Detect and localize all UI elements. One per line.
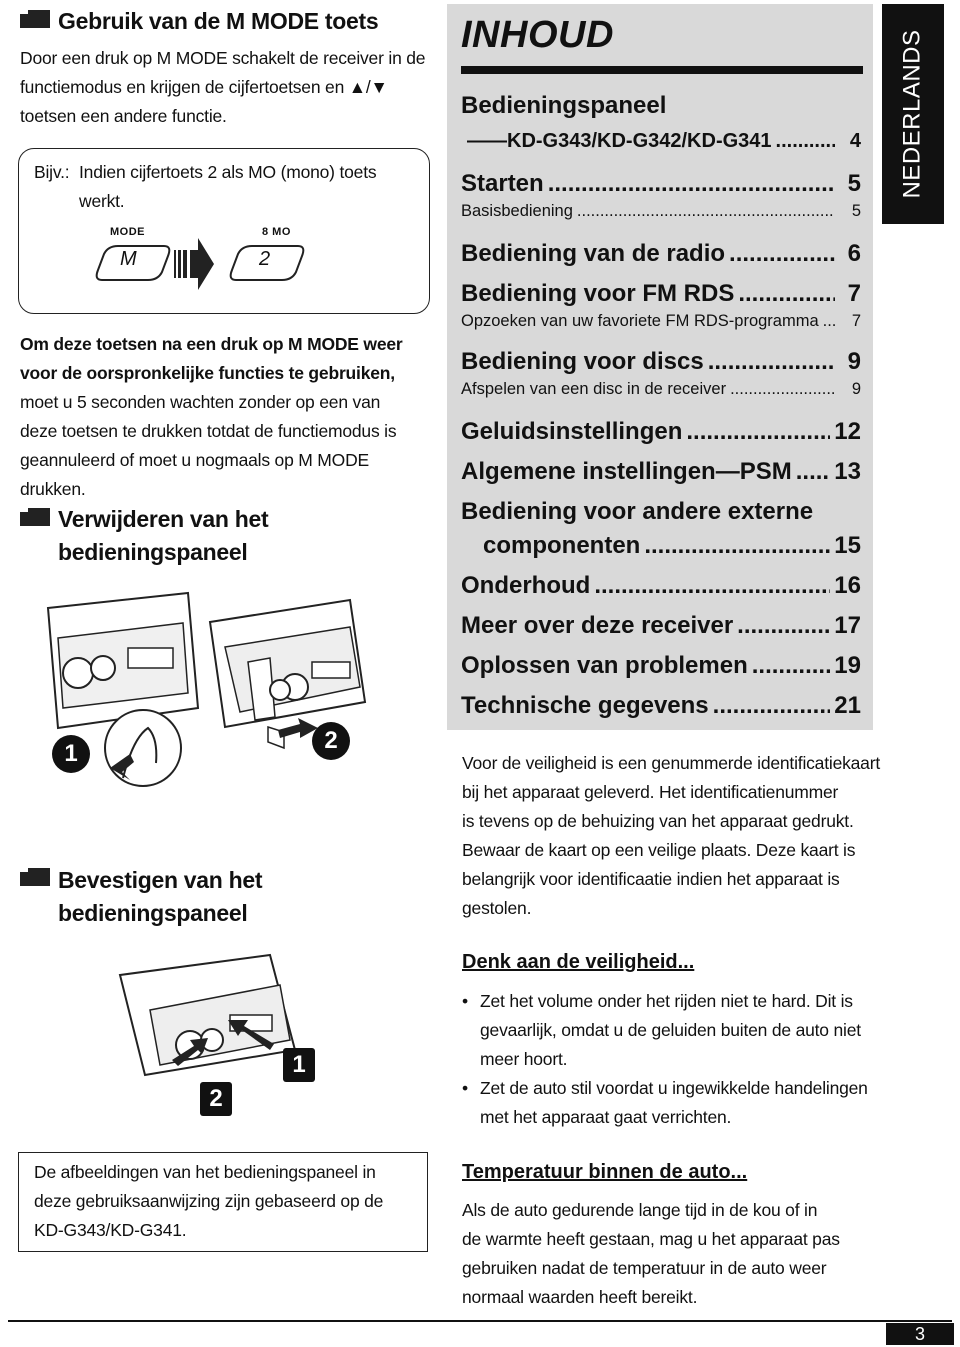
- mo-button-caption: 8 MO: [262, 226, 291, 238]
- toc-entry-page: 15: [834, 532, 861, 559]
- list-item: • Zet het volume onder het rijden niet te hard. Dit is gevaarlijk, omdat u de geluiden buiten de auto niet meer hoort.: [462, 987, 902, 1074]
- mode-warning: Om deze toetsen na een druk op M MODE weer voor de oorspronkelijke functies te gebruiken, moet u 5 seconden wachten zonder op een van deze toetsen te drukken totdat de functiemodus is geannuleerd of moet u nogmaals op M MODE drukken.: [20, 334, 403, 499]
- toc-leader-dots: [708, 348, 835, 376]
- toc-title: INHOUD: [461, 14, 614, 56]
- toc-entry: [461, 380, 861, 399]
- toc-entry-label: Bediening voor andere externe: [461, 498, 814, 525]
- toc-entry-label: Starten: [461, 170, 544, 197]
- attach-panel-illustration: [110, 950, 310, 1080]
- page-number: 3: [886, 1323, 954, 1345]
- toc-entry: [461, 498, 861, 526]
- attach-step-1-badge: 1: [283, 1048, 315, 1082]
- note-text: De afbeeldingen van het bedieningspaneel in deze gebruiksaanwijzing zijn gebaseerd op de KD-G343/KD-G341.: [34, 1162, 384, 1240]
- mode-button-caption: MODE: [110, 226, 145, 238]
- footer-rule: [8, 1320, 952, 1322]
- toc-entry: [467, 130, 861, 153]
- toc-entry-label: Oplossen van problemen: [461, 652, 748, 679]
- toc-entry: [461, 312, 861, 331]
- toc-entry: [461, 612, 861, 640]
- section-marker-icon: [20, 508, 52, 528]
- toc-entry: [461, 572, 861, 600]
- id-card-text: Voor de veiligheid is een genummerde identificatiekaart bij het apparaat geleverd. Het identificatienummer is tevens op de behuizing van het apparaat gedrukt. Bewaar de kaart op een veilige plaats. Deze kaart is belangrijk voor identificaatie indien het apparaat is gestolen.: [462, 753, 881, 918]
- section-marker-icon: [20, 10, 52, 30]
- toc-entry-label: Bediening voor FM RDS: [461, 280, 735, 307]
- toc-leader-dots: [752, 652, 831, 680]
- toc-entry-label: Technische gegevens: [461, 692, 709, 719]
- toc-entry: [461, 692, 861, 720]
- toc-entry-label: Geluidsinstellingen: [461, 418, 683, 445]
- toc-entry-page: 13: [834, 458, 861, 485]
- safety-heading: Denk aan de veiligheid...: [462, 951, 695, 973]
- safety-list: [462, 987, 902, 1132]
- toc-entry: [461, 280, 861, 308]
- toc-entry-label: Bediening van de radio: [461, 240, 726, 267]
- toc-entry-label: ——KD-G343/KD-G342/KD-G341: [467, 130, 772, 152]
- toc-leader-dots: [738, 280, 835, 308]
- toc-leader-dots: [594, 572, 830, 600]
- toc-entry-page: 4: [849, 130, 861, 152]
- toc-entry: [461, 240, 861, 268]
- toc-entry-page: 19: [834, 652, 861, 679]
- toc-entry: [483, 532, 861, 560]
- toc-entry-page: 17: [834, 612, 861, 639]
- toc-entry: [461, 170, 861, 198]
- toc-entry: [461, 652, 861, 680]
- toc-entry: [461, 418, 861, 446]
- table-of-contents: [447, 4, 873, 730]
- toc-entry-page: 9: [851, 380, 861, 398]
- toc-entry: [461, 348, 861, 376]
- toc-leader-dots: [729, 240, 835, 268]
- toc-entry-page: 6: [847, 240, 861, 267]
- list-item: • Zet de auto stil voordat u ingewikkelde handelingen met het apparaat gaat verrichten.: [462, 1074, 902, 1132]
- remove-section-title: Verwijderen van het bedieningspaneel: [58, 506, 269, 565]
- remove-panel-illustration-2: [200, 592, 380, 752]
- toc-leader-dots: [577, 202, 835, 221]
- toc-entry: [461, 202, 861, 221]
- toc-entry-page: 21: [834, 692, 861, 719]
- arrow-right-icon: [172, 236, 216, 292]
- attach-section-title: Bevestigen van het bedieningspaneel: [58, 867, 263, 926]
- toc-entry: [461, 458, 861, 486]
- toc-entry-page: 16: [834, 572, 861, 599]
- mode-section-title: Gebruik van de M MODE toets: [58, 8, 379, 34]
- toc-leader-dots: [686, 418, 830, 446]
- language-tab-label: NEDERLANDS: [899, 29, 927, 199]
- toc-entry-page: 7: [851, 312, 861, 330]
- m-mode-button-label: M: [120, 248, 137, 270]
- temperature-heading: Temperatuur binnen de auto...: [462, 1161, 748, 1183]
- toc-entry-page: 5: [847, 170, 861, 197]
- toc-entry-label: Onderhoud: [461, 572, 591, 599]
- toc-entry-label: Basisbediening: [461, 202, 573, 220]
- toc-entry-page: 9: [847, 348, 861, 375]
- toc-entry-label: Meer over deze receiver: [461, 612, 734, 639]
- toc-entry-label: Algemene instellingen—PSM: [461, 458, 792, 485]
- toc-entry: [461, 92, 861, 120]
- toc-leader-dots: [644, 532, 830, 560]
- attach-step-2-badge: 2: [200, 1082, 232, 1116]
- toc-entry-label: Opzoeken van uw favoriete FM RDS-programma: [461, 312, 819, 330]
- example-text: Indien cijfertoets 2 als MO (mono) toets werkt.: [79, 162, 377, 211]
- toc-leader-dots: [823, 312, 835, 331]
- mode-intro: Door een druk op M MODE schakelt de receiver in de functiemodus en krijgen de cijfertoetsen en ▲/▼ toetsen een andere functie.: [20, 48, 426, 126]
- example-label: Bijv.:: [34, 162, 70, 182]
- step-2-badge: 2: [312, 722, 350, 760]
- toc-leader-dots: [713, 692, 831, 720]
- toc-leader-dots: [796, 458, 831, 486]
- temperature-text: Als de auto gedurende lange tijd in de kou of in de warmte heeft gestaan, mag u het apparaat pas gebruiken nadat de temperatuur in de auto weer normaal waarden heeft bereikt.: [462, 1200, 840, 1307]
- step-1-badge: 1: [52, 735, 90, 773]
- toc-leader-dots: [730, 380, 835, 399]
- toc-entry-label: componenten: [483, 532, 641, 559]
- toc-entry-page: 5: [851, 202, 861, 220]
- toc-entry-page: 7: [847, 280, 861, 307]
- toc-leader-dots: [737, 612, 830, 640]
- toc-entry-label: Bediening voor discs: [461, 348, 704, 375]
- toc-leader-dots: [548, 170, 835, 198]
- number-2-button-label: 2: [259, 248, 271, 270]
- section-marker-icon: [20, 868, 52, 888]
- toc-title-rule: [461, 66, 863, 74]
- remove-panel-illustration-1: [18, 588, 208, 798]
- toc-entry-page: 12: [834, 418, 861, 445]
- toc-leader-dots: [776, 130, 835, 153]
- toc-entry-label: Afspelen van een disc in de receiver: [461, 380, 727, 398]
- toc-entry-label: Bedieningspaneel: [461, 92, 667, 119]
